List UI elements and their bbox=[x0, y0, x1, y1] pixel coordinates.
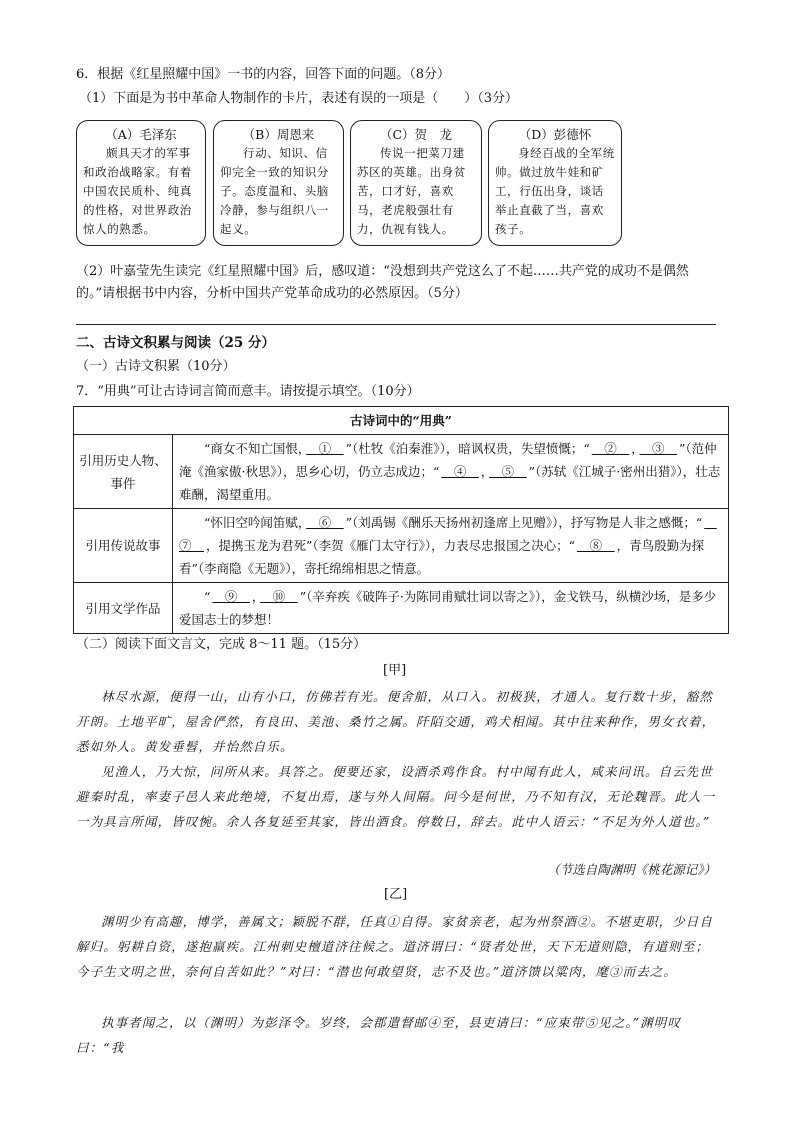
row-category: 引用传说故事 bbox=[74, 509, 173, 583]
row-content: “ ⑨ ， ⑩ ”（辛弃疾《破阵子·为陈同甫赋壮词以寄之》），金戈铁马，纵横沙场，是多少爱国志士的梦想！ bbox=[173, 583, 729, 634]
section-2-title: 二、古诗文积累与阅读（25 分） bbox=[76, 335, 275, 351]
question-6-part-1: （1）下面是为书中革命人物制作的卡片，表述有误的一项是（ ）（3分） bbox=[79, 91, 519, 106]
card-a-body: 颇具天才的军事和政治战略家。有着中国农民质朴、纯真的性格，对世界政治惊人的熟悉。 bbox=[83, 146, 192, 236]
card-c-body: 传说一把菜刀建苏区的英雄。出身贫苦，口才好，喜欢马，老虎般强壮有力，仇视有钱人。 bbox=[357, 146, 466, 236]
table-row bbox=[74, 583, 729, 634]
passage-yi-label: [乙] bbox=[384, 887, 408, 902]
blank-10[interactable]: ⑩ bbox=[260, 589, 298, 604]
card-c bbox=[350, 120, 482, 246]
part-2-title: （二）阅读下面文言文，完成 8～11 题。（15分） bbox=[76, 637, 367, 652]
row-content: “商女不知亡国恨， ① ”（杜牧《泊秦淮》），暗讽权贵，失望愤慨；“ ② ， ③ ”（范仲淹《渔家傲·秋思》），思乡心切，仍立志成边；“ ④ ， ⑤ ”（苏轼《江城子·密州出猎》），壮志难酬，渴望重用。 bbox=[173, 435, 729, 509]
passage-jia-paragraph-1: 林尽水源，便得一山，山有小口，仿佛若有光。便舍船，从口入。初极狭，才通人。复行数十步，豁然开朗。土地平旷，屋舍俨然，有良田、美池、桑竹之属。阡陌交通，鸡犬相闻。其中往来种作，男女衣着，悉如外人。黄发垂髫，并怡然自乐。 bbox=[76, 689, 716, 754]
card-b-title: （B）周恩来 bbox=[242, 127, 315, 142]
blank-3[interactable]: ③ bbox=[639, 441, 678, 456]
question-6-part-2: （2）叶嘉莹先生读完《红星照耀中国》后，感叹道：“没想到共产党这么了不起……共产党的成功不是偶然的。”请根据书中内容，分析中国共产党革命成功的必然原因。（5分） bbox=[76, 264, 689, 301]
blank-9[interactable]: ⑨ bbox=[212, 589, 250, 604]
blank-1[interactable]: ① bbox=[306, 441, 344, 456]
blank-4[interactable]: ④ bbox=[441, 464, 479, 479]
character-cards bbox=[76, 120, 622, 248]
passage-jia-paragraph-2: 见渔人，乃大惊，问所从来。具答之。便要还家，设酒杀鸡作食。村中闻有此人，咸来问讯。自云先世避秦时乱，率妻子邑人来此绝境，不复出焉，遂与外人间隔。问今是何世，乃不知有汉，无论魏晋。此人一一为具言所闻，皆叹惋。余人各复延至其家，皆出酒食。停数日，辞去。此中人语云：“不足为外人道也。” bbox=[76, 764, 716, 829]
passage-yi-paragraph-1: 渊明少有高趣，博学，善属文；颖脱不群，任真①自得。家贫亲老，起为州祭酒②。不堪吏职，少日自解归。躬耕自资，遂抱羸疾。江州刺史檀道济往候之。道济谓曰：“贤者处世，天下无道则隐，有道则至；今子生文明之世，奈何自苦如此？”对曰：“潜也何敢望贤，志不及也。”道济馈以粱肉，麾③而去之。 bbox=[76, 914, 714, 979]
card-b-body: 行动、知识、信仰完全一致的知识分子。态度温和、头脑冷静，参与组织八一起义。 bbox=[220, 146, 329, 236]
table-row bbox=[74, 435, 729, 509]
card-c-title: （C）贺 龙 bbox=[379, 127, 453, 142]
part-1-title: （一）古诗文积累（10分） bbox=[76, 359, 236, 374]
row-category: 引用历史人物、事件 bbox=[74, 435, 173, 509]
passage-jia-source: （节选自陶渊明《桃花源记》） bbox=[547, 862, 716, 877]
card-d bbox=[488, 120, 622, 246]
row-category: 引用文学作品 bbox=[74, 583, 173, 634]
blank-7[interactable]: ⑦ bbox=[179, 515, 717, 553]
question-6-title: 6．根据《红星照耀中国》一书的内容，回答下面的问题。（8分） bbox=[76, 67, 451, 82]
blank-8[interactable]: ⑧ bbox=[577, 538, 615, 553]
card-d-body: 身经百战的全军统帅。做过放牛娃和矿工，行伍出身，谈话举止直截了当，喜欢孩子。 bbox=[495, 146, 615, 236]
allusion-table bbox=[73, 406, 729, 634]
section-divider bbox=[76, 324, 716, 325]
table-header: 古诗词中的“用典” bbox=[74, 407, 729, 435]
card-a bbox=[76, 120, 206, 246]
blank-5[interactable]: ⑤ bbox=[489, 464, 527, 479]
question-7-title: 7．“用典”可让古诗词言简而意丰。请按提示填空。（10分） bbox=[76, 384, 420, 399]
blank-2[interactable]: ② bbox=[591, 441, 630, 456]
passage-yi-paragraph-2: 执事者闻之，以（渊明）为彭泽令。岁终，会郡遣督邮④至，县吏请曰：“应束带⑤见之。”渊明叹曰：“我 bbox=[76, 1015, 681, 1055]
passage-jia-label: [甲] bbox=[383, 663, 407, 678]
card-b bbox=[213, 120, 344, 246]
table-row bbox=[74, 509, 729, 583]
blank-6[interactable]: ⑥ bbox=[306, 515, 344, 530]
card-a-title: （A）毛泽东 bbox=[105, 127, 177, 142]
row-content: “怀旧空吟闻笛赋， ⑥ ”（刘禹锡《酬乐天扬州初逢席上见赠》），抒写物是人非之感慨；“ ⑦ ，提携玉龙为君死”（李贺《雁门太守行》），力表尽忠报国之决心；“ ⑧ ，青鸟殷勤为探看”（李商隐《无题》），寄托绵绵相思之情意。 bbox=[173, 509, 729, 583]
card-d-title: （D）彭德怀 bbox=[518, 127, 592, 142]
